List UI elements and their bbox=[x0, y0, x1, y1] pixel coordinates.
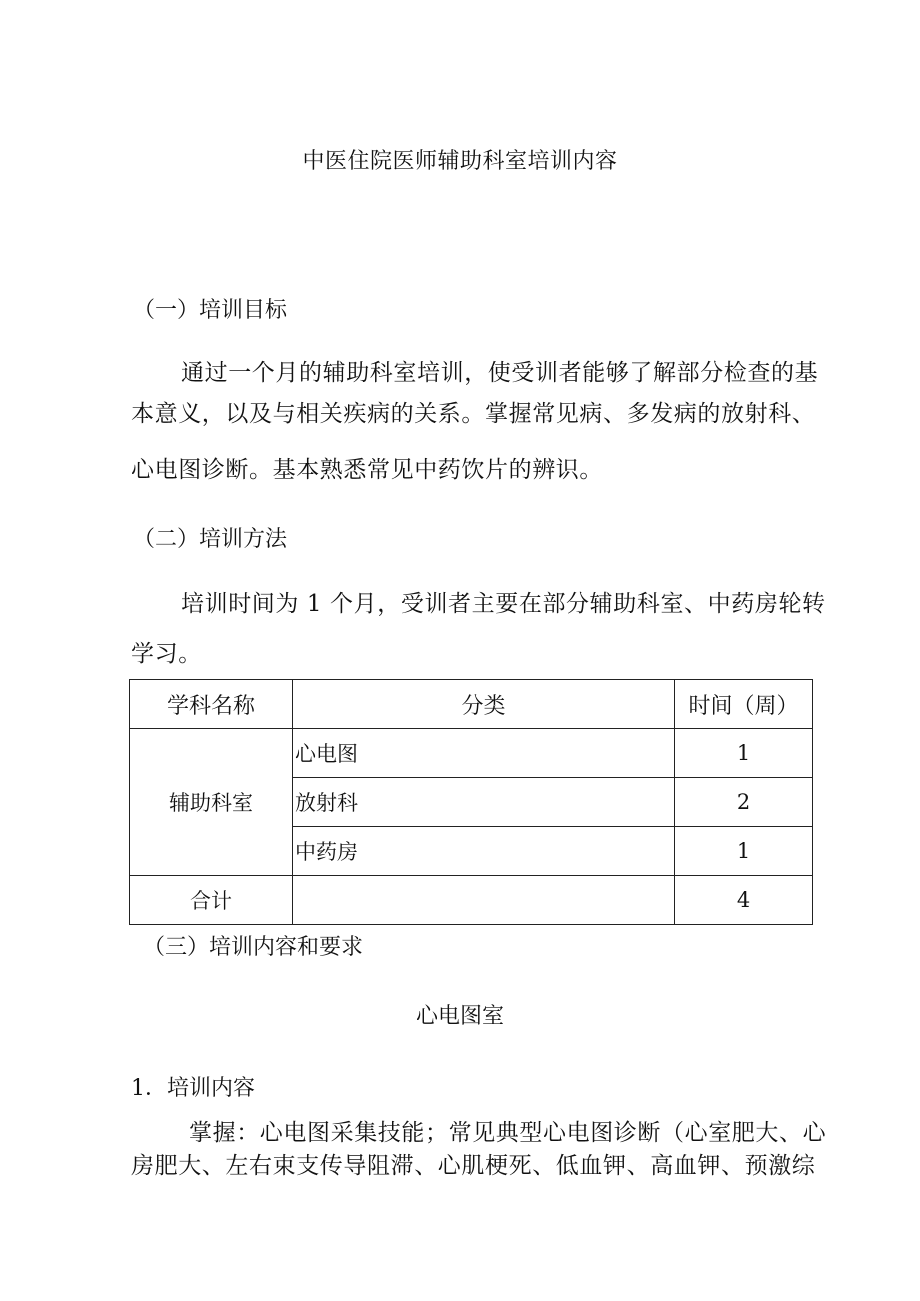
table-cell-weeks: 1 bbox=[675, 729, 813, 778]
document-title: 中医住院医师辅助科室培训内容 bbox=[302, 149, 618, 174]
table-cell-category: 放射科 bbox=[293, 778, 675, 827]
table-header-cell: 学科名称 bbox=[130, 680, 293, 729]
paragraph-line: 本意义，以及与相关疾病的关系。掌握常见病、多发病的放射科、 bbox=[131, 401, 816, 427]
table-header-cell: 分类 bbox=[293, 680, 675, 729]
table-cell-weeks: 2 bbox=[675, 778, 813, 827]
table-cell-category: 心电图 bbox=[293, 729, 675, 778]
table-header-cell: 时间（周） bbox=[675, 680, 813, 729]
table-cell-category: 中药房 bbox=[293, 827, 675, 876]
section-heading-goal: （一）培训目标 bbox=[133, 298, 288, 323]
section-heading-method: （二）培训方法 bbox=[133, 527, 288, 552]
numbered-heading: 1．培训内容 bbox=[131, 1076, 255, 1101]
paragraph-line: 学习。 bbox=[131, 641, 202, 667]
subsection-title: 心电图室 bbox=[415, 1004, 504, 1029]
paragraph-line: 掌握：心电图采集技能；常见典型心电图诊断（心室肥大、心 bbox=[189, 1120, 827, 1146]
section-heading-content: （三）培训内容和要求 bbox=[143, 935, 364, 960]
table-total-weeks: 4 bbox=[675, 876, 813, 925]
table-header-row bbox=[130, 680, 813, 729]
table-total-category bbox=[293, 876, 675, 925]
table-cell-weeks: 1 bbox=[675, 827, 813, 876]
paragraph-line: 培训时间为 1 个月，受训者主要在部分辅助科室、中药房轮转 bbox=[181, 591, 826, 617]
paragraph-line: 通过一个月的辅助科室培训，使受训者能够了解部分检查的基 bbox=[181, 360, 819, 386]
table-total-row bbox=[130, 876, 813, 925]
table-row bbox=[130, 729, 813, 778]
paragraph-line: 心电图诊断。基本熟悉常见中药饮片的辨识。 bbox=[131, 457, 603, 483]
table-total-label: 合计 bbox=[130, 876, 293, 925]
paragraph-line: 房肥大、左右束支传导阻滞、心肌梗死、低血钾、高血钾、预激综 bbox=[131, 1153, 816, 1179]
table-group-cell: 辅助科室 bbox=[130, 729, 293, 876]
rotation-table bbox=[129, 679, 813, 925]
